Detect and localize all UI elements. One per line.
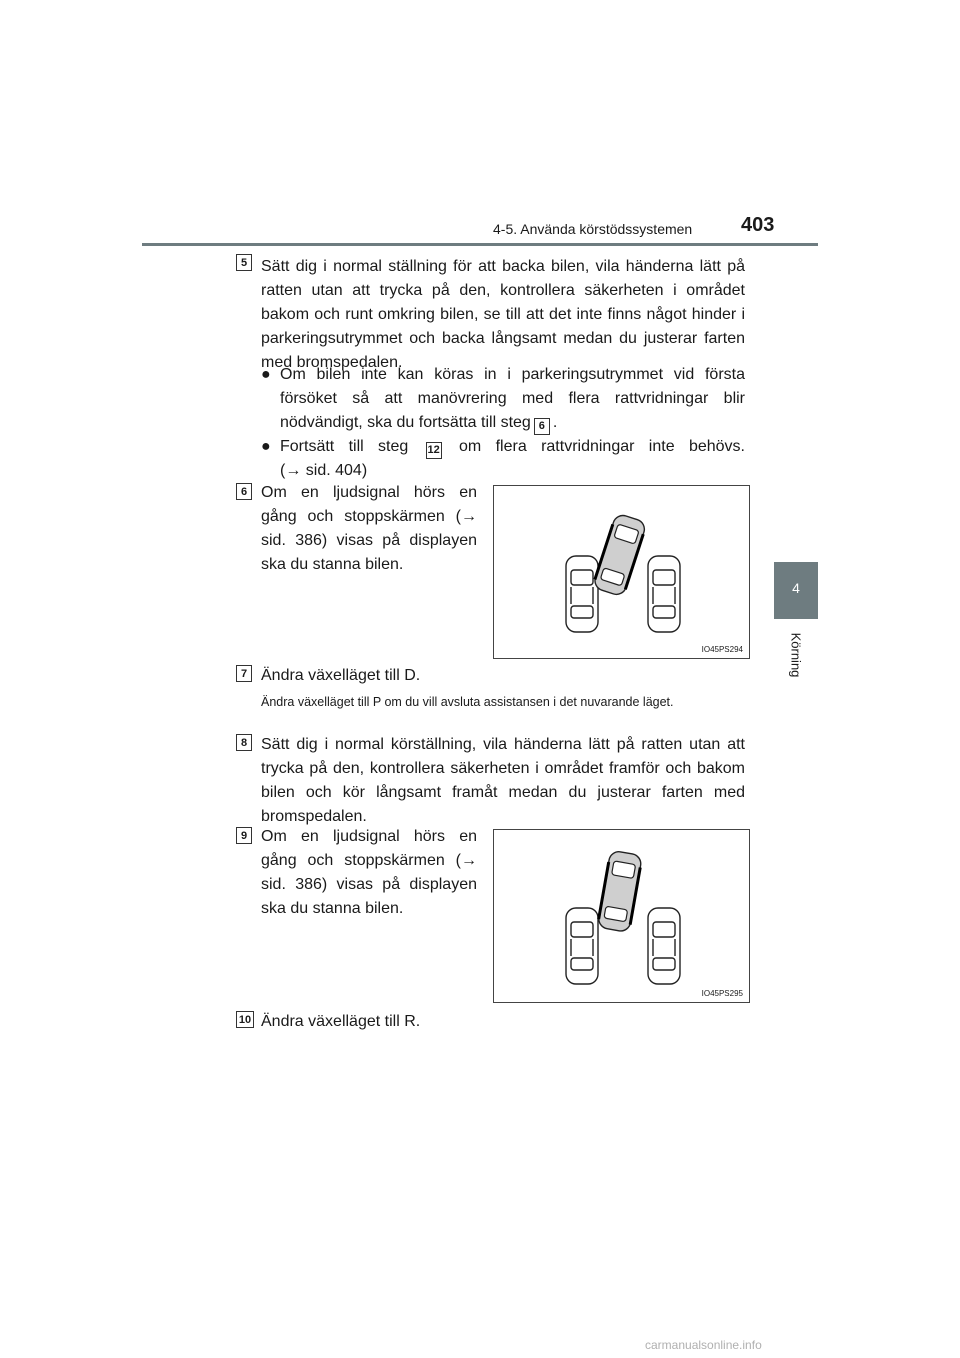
step-badge-8: 8 <box>236 734 252 751</box>
parking-diagram <box>494 830 751 1004</box>
active-car <box>597 850 642 932</box>
section-title: 4-5. Använda körstödssystemen <box>493 221 693 237</box>
chapter-number: 4 <box>792 580 800 596</box>
watermark: carmanualsonline.info <box>645 1338 762 1352</box>
bullet-2-pre: Fortsätt till steg <box>280 438 409 455</box>
step-ref-badge-6[interactable]: 6 <box>534 418 550 435</box>
step-5-text: Sätt dig i normal ställning för att backa bilen, vila händerna lätt på ratten utan att trycka på den, kontrollera säkerheten i området bakom och runt omkring bilen, se till att det inte finns något hinder i parkeringsutrymmet och backa långsamt medan du justerar farten med bromspedalen. <box>261 258 745 371</box>
chapter-tab <box>774 562 818 619</box>
parked-car-left <box>566 556 598 632</box>
bullet-marker: ● <box>261 366 271 383</box>
step-5-bullet-1 <box>280 363 745 435</box>
step-badge-7: 7 <box>236 665 252 682</box>
step-badge-5: 5 <box>236 254 252 271</box>
step-5-bullet-2 <box>280 435 745 459</box>
step-badge-6: 6 <box>236 483 252 500</box>
page-link-404[interactable]: (→ sid. 404) <box>280 462 368 479</box>
figure-id: IO45PS294 <box>701 645 743 654</box>
step-badge-9: 9 <box>236 827 252 844</box>
figure-id: IO45PS295 <box>701 989 743 998</box>
parked-car-right <box>648 556 680 632</box>
bullet-1-end: . <box>552 414 558 431</box>
bullet-1-text: Om bilen inte kan köras in i parkeringsutrymmet vid första försöket så att manövrering med flera rattvridningar blir nödvändigt, ska du fortsätta till steg <box>280 366 745 431</box>
parking-illustration-1 <box>493 485 750 659</box>
bullet-2-post: om flera rattvridningar inte behövs. <box>459 438 745 455</box>
step-8-text: Sätt dig i normal körställning, vila händerna lätt på ratten utan att trycka på den, kontrollera säkerheten i området framför och bakom bilen och kör långsamt framåt medan du justerar farten med bromspedalen. <box>261 736 745 825</box>
step-ref-badge-12[interactable]: 12 <box>426 442 442 459</box>
step-7-text: Ändra växelläget till D. <box>261 667 421 684</box>
parked-car-right <box>648 908 680 984</box>
chapter-label: Körning <box>788 632 804 678</box>
page-number: 403 <box>741 214 775 236</box>
step-badge-10: 10 <box>236 1011 254 1028</box>
header-divider <box>142 243 818 246</box>
step-9-text: Om en ljudsignal hörs en gång och stoppskärmen (→ sid. 386) visas på displayen ska du stanna bilen. <box>261 828 477 917</box>
bullet-marker: ● <box>261 438 271 455</box>
parking-illustration-2 <box>493 829 750 1003</box>
parked-car-left <box>566 908 598 984</box>
active-car <box>592 513 647 597</box>
step-7-note: Ändra växelläget till P om du vill avsluta assistansen i det nuvarande läget. <box>261 695 674 709</box>
step-6-text: Om en ljudsignal hörs en gång och stoppskärmen (→ sid. 386) visas på displayen ska du stanna bilen. <box>261 484 477 573</box>
step-10-text: Ändra växelläget till R. <box>261 1013 421 1030</box>
parking-diagram <box>494 486 751 660</box>
